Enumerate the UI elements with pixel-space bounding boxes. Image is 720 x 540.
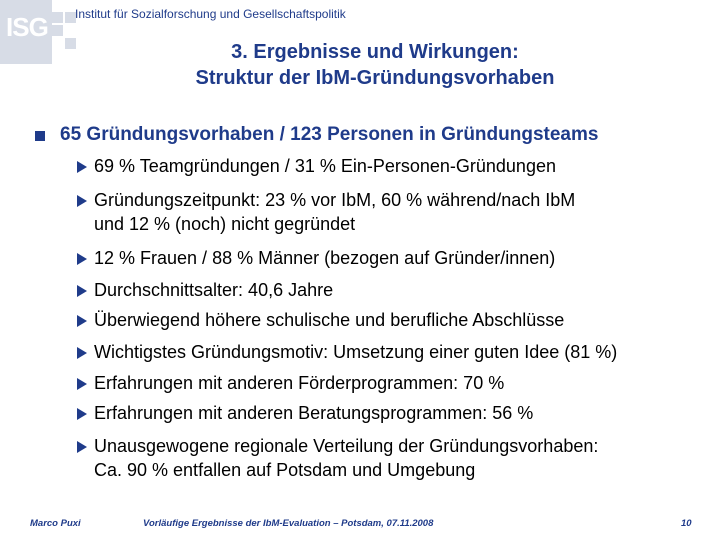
title-line-1: 3. Ergebnisse und Wirkungen: <box>231 41 519 63</box>
triangle-bullet-icon <box>77 347 87 359</box>
footer-caption: Vorläufige Ergebnisse der IbM-Evaluation – Potsdam, 07.11.2008 <box>143 518 434 529</box>
main-bullet-text: 65 Gründungsvorhaben / 123 Personen in Gründungsteams <box>60 124 599 145</box>
list-item-text: 69 % Teamgründungen / 31 % Ein-Personen-Gründungen <box>94 156 556 176</box>
list-item-text: Erfahrungen mit anderen Förderprogrammen: 70 % <box>94 373 505 393</box>
list-item-text: 12 % Frauen / 88 % Männer (bezogen auf Gründer/innen) <box>94 248 556 268</box>
triangle-bullet-icon <box>77 161 87 173</box>
page-number: 10 <box>681 518 692 529</box>
institute-name: Institut für Sozialforschung und Gesellschaftspolitik <box>75 7 346 21</box>
list-item-text-continued: und 12 % (noch) nicht gegründet <box>94 214 356 234</box>
list-item-text: Gründungszeitpunkt: 23 % vor IbM, 60 % während/nach IbM <box>94 190 576 210</box>
triangle-bullet-icon <box>77 408 87 420</box>
list-item-text: Durchschnittsalter: 40,6 Jahre <box>94 280 334 300</box>
list-item-text: Überwiegend höhere schulische und berufliche Abschlüsse <box>94 310 565 330</box>
triangle-bullet-icon <box>77 441 87 453</box>
isg-logo: ISG <box>6 12 48 42</box>
footer-author: Marco Puxi <box>30 518 81 529</box>
list-item-text: Erfahrungen mit anderen Beratungsprogrammen: 56 % <box>94 403 534 423</box>
triangle-bullet-icon <box>77 253 87 265</box>
slide-title <box>95 39 655 91</box>
triangle-bullet-icon <box>77 315 87 327</box>
triangle-bullet-icon <box>77 285 87 297</box>
list-item-text: Unausgewogene regionale Verteilung der Gründungsvorhaben: <box>94 436 599 456</box>
list-item-text-continued: Ca. 90 % entfallen auf Potsdam und Umgebung <box>94 460 476 480</box>
list-item-text: Wichtigstes Gründungsmotiv: Umsetzung einer guten Idee (81 %) <box>94 342 618 362</box>
triangle-bullet-icon <box>77 378 87 390</box>
square-bullet-icon <box>35 131 45 141</box>
title-line-2: Struktur der IbM-Gründungsvorhaben <box>195 67 555 89</box>
triangle-bullet-icon <box>77 195 87 207</box>
